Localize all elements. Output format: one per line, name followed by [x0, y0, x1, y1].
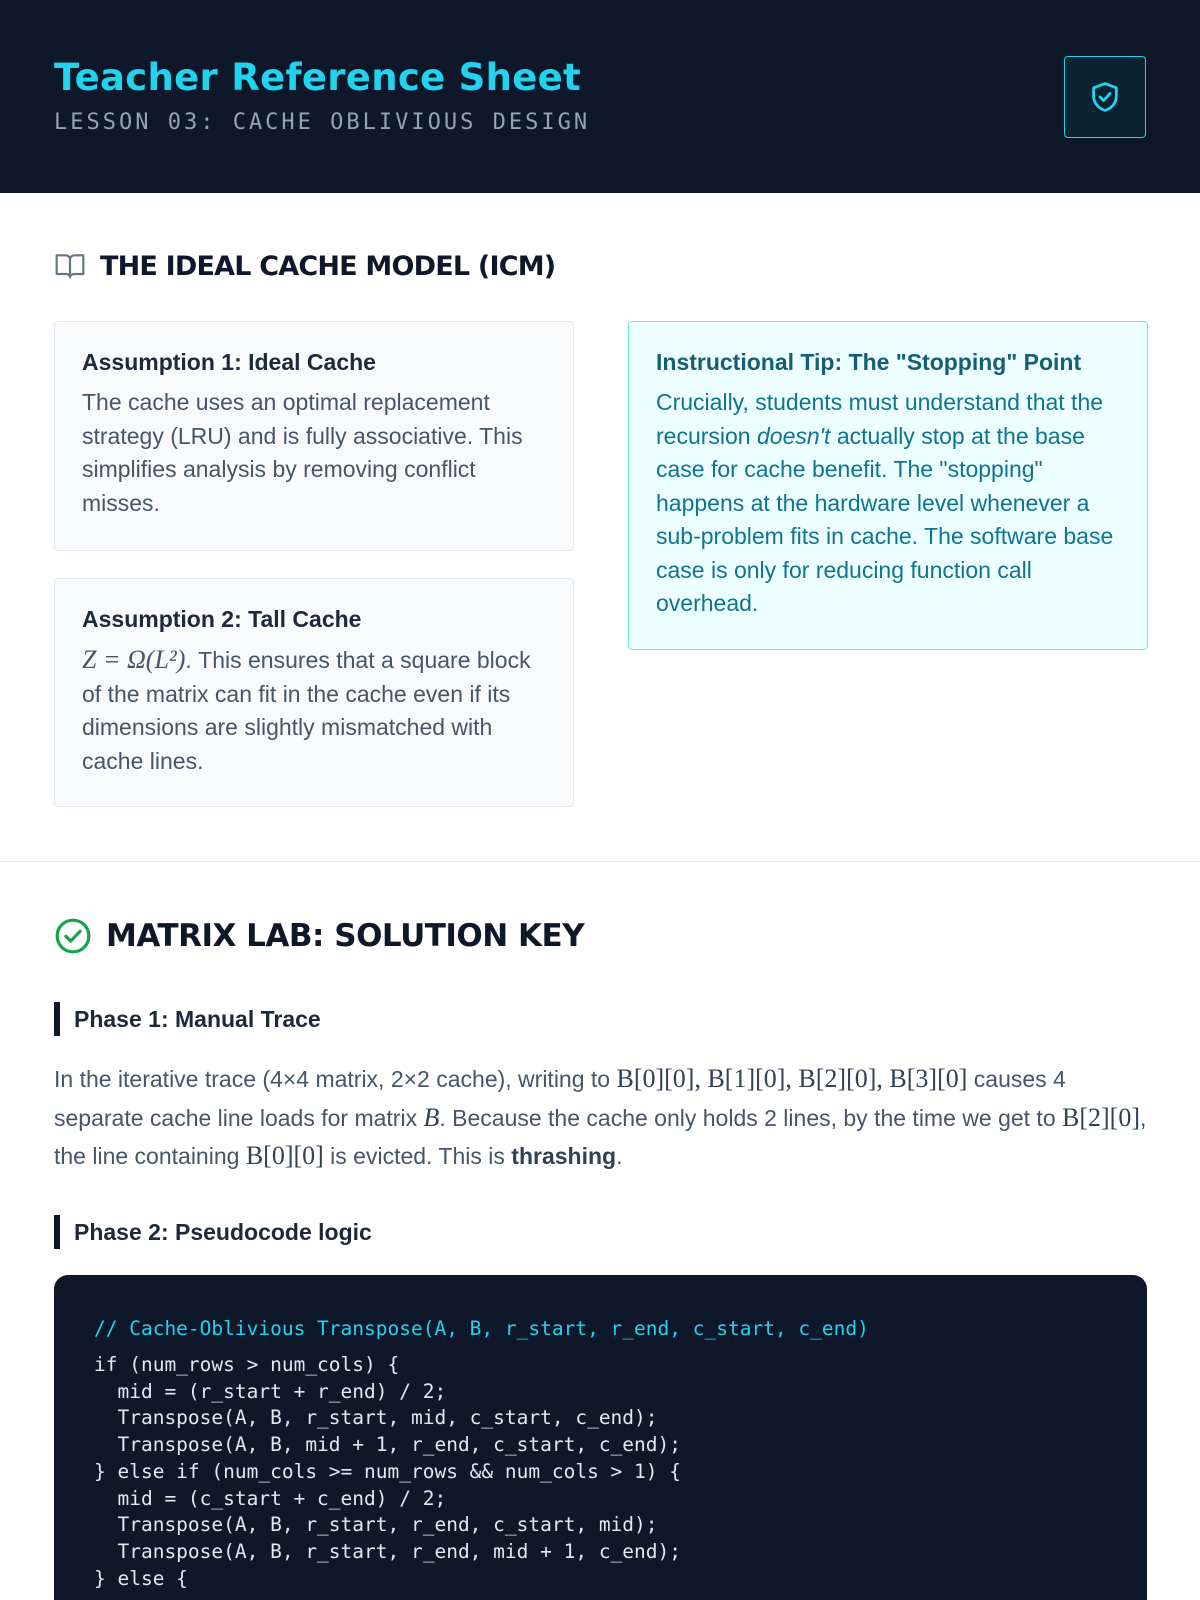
phase-1-text: , the line containing	[54, 1104, 1147, 1169]
phase-1-text: causes 4 separate cache line loads for matrix	[54, 1066, 1066, 1131]
thrashing-term: thrashing	[511, 1143, 617, 1169]
shield-check-icon	[1088, 80, 1122, 114]
math-b-2-0: B[2][0]	[1062, 1102, 1140, 1132]
phase-2-heading: Phase 2: Pseudocode logic	[54, 1215, 372, 1249]
assumption-1-title: Assumption 1: Ideal Cache	[82, 349, 376, 375]
assumption-2-title: Assumption 2: Tall Cache	[82, 606, 362, 632]
tip-body-after: actually stop at the base case for cache benefit. The "stopping" happens at the hardware level whenever a sub-problem fits in cache. The software base case is only for reducing function call overhead.	[656, 422, 1114, 616]
assumption-card-tall-cache	[54, 578, 574, 807]
phase-1-text: In the iterative trace (4×4 matrix, 2×2 cache), writing to	[54, 1066, 617, 1092]
assumption-2-text	[82, 643, 546, 778]
phase-1-text: is evicted. This is	[323, 1143, 512, 1169]
lab-section-title: MATRIX LAB: SOLUTION KEY	[106, 918, 585, 954]
shield-badge	[1064, 56, 1146, 138]
book-open-icon	[54, 250, 86, 282]
tip-title: Instructional Tip: The "Stopping" Point	[656, 349, 1082, 375]
lab-section-heading	[54, 917, 584, 955]
phase-1-text: . Because the cache only holds 2 lines, by the time we get to	[439, 1104, 1062, 1131]
page-title: Teacher Reference Sheet	[54, 56, 582, 99]
math-b: B	[423, 1102, 440, 1132]
pseudocode-block	[54, 1275, 1147, 1600]
assumption-1-body: The cache uses an optimal replacement strategy (LRU) and is fully associative. This simplifies analysis by removing conflict misses.	[82, 389, 523, 516]
page-header	[0, 0, 1200, 193]
math-b-0-0: B[0][0]	[245, 1141, 324, 1170]
icm-section-title: THE IDEAL CACHE MODEL (ICM)	[100, 250, 556, 282]
assumption-2-body: . This ensures that a square block of the matrix can fit in the cache even if its dimensions are slightly mismatched with cache lines.	[82, 647, 531, 774]
tall-cache-formula: Z = Ω(L²)	[82, 645, 186, 674]
tip-body-before: Crucially, students must understand that the recursion	[656, 389, 1104, 449]
section-divider	[0, 861, 1200, 862]
check-circle-icon	[54, 917, 92, 955]
tip-body-emphasis: doesn't	[756, 422, 831, 449]
tip-body	[656, 386, 1120, 621]
icm-section-heading	[54, 250, 555, 282]
code-comment: // Cache-Oblivious Transpose(A, B, r_start, r_end, c_start, c_end)	[94, 1317, 869, 1340]
math-b-column: B[0][0], B[1][0], B[2][0], B[3][0]	[616, 1064, 968, 1093]
phase-1-heading: Phase 1: Manual Trace	[54, 1002, 321, 1036]
lesson-subtitle: LESSON 03: CACHE OBLIVIOUS DESIGN	[54, 110, 591, 135]
phase-1-paragraph	[54, 1060, 1154, 1176]
phase-1-text: .	[616, 1143, 623, 1169]
assumption-card-ideal-cache	[54, 321, 574, 551]
instructional-tip-card	[628, 321, 1148, 650]
code-body: if (num_rows > num_cols) { mid = (r_start + r_end) / 2; Transpose(A, B, r_start, mid, c_start, c_end); Transpose(A, B, mid + 1, r_end, c_start, c_end); } else if (num_cols >= num_rows && num_cols > 1) { mid = (c_start + c_end) / 2; Transpose(A, B, r_start, r_end, c_start, mid); Transpose(A, B, r_start, r_end, mid + 1, c_end); } else {	[94, 1353, 681, 1590]
